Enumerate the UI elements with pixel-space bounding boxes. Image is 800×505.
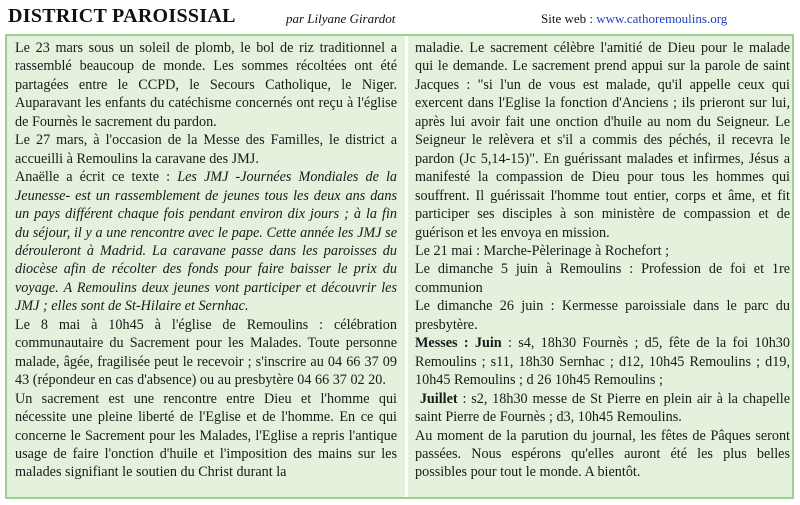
anaelle-intro: Anaëlle a écrit ce texte : bbox=[15, 169, 178, 186]
paragraph-sacrement-malades: Le 8 mai à 10h45 à l'église de Remoulins : célébration communautaire du Sacrement pour les Malades. Toute personne malade, âgée, fragilisée peut le recevoir ; s'inscrire au 04 66 37 09 43 (répondeur en cas d'absence) ou au presbytère 04 66 37 02 20. bbox=[15, 316, 397, 389]
paragraph-paques: Au moment de la parution du journal, les fêtes de Pâques seront passées. Nous espérons qu'elles auront été les plus belles possibles pour tout le monde. A bientôt. bbox=[415, 427, 790, 481]
paragraph-marche: Le 21 mai : Marche-Pèlerinage à Rochefort ; bbox=[415, 242, 670, 259]
paragraph-profession-foi: Le dimanche 5 juin à Remoulins : Profession de foi et 1re communion bbox=[415, 261, 790, 296]
website-line bbox=[541, 11, 727, 27]
anaelle-quote: Les JMJ -Journées Mondiales de la Jeunesse- est un rassemblement de jeunes tous les deux ans dans un pays différent chaque fois pendant environ dix jours ; à la fin du séjour, il y a une rencontre avec le pape. Cette année les JMJ se dérouleront à Madrid. La caravane passe dans les paroisses du diocèse afin de récolter des fonds pour faire baisser le prix du voyage. A Remoulins deux jeunes vont participer et découvrir les JMJ ; elles sont de St-Hilaire et Sernhac. bbox=[15, 169, 397, 315]
paragraph-messes-juin bbox=[415, 334, 790, 389]
juillet-text: : s2, 18h30 messe de St Pierre en plein air à la chapelle saint Pierre de Fournès ; d3, 10h45 Remoulins. bbox=[415, 390, 790, 426]
paragraph-messe-familles: Le 27 mars, à l'occasion de la Messe des Familles, le district a accueilli à Remoulins la caravane des JMJ. bbox=[15, 132, 397, 167]
paragraph-sacrement-definition: Un sacrement est une rencontre entre Dieu et l'homme qui nécessite une pleine liberté de l'Eglise et de l'homme. En ce qui concerne le Sacrement pour les Malades, l'Eglise a repris l'antique usage de faire l'onction d'huile et l'imposition des mains sur les malades signifiant le soutien du Christ durant la bbox=[15, 390, 397, 481]
paragraph-maladie: maladie. Le sacrement célèbre l'amitié de Dieu pour le malade qui le demande. Le sacrement prend appui sur la parole de saint Jacques : "si l'un de vous est malade, qu'il appelle ceux qui exercent dans l'Eglise la fonction d'Anciens ; ils prieront sur lui, après lui avoir fait une onction d'huile au nom du Seigneur. Le Seigneur le relèvera et s'il a commis des péchés, il recevra le pardon (Jc 5,14-15)". En guérissant malades et infirmes, Jésus a manifesté la compassion de Dieu pour tous les hommes qui souffrent. Il guérissait l'homme tout entier, corps et âme, et fit participer ses disciples à son ministère de compassion et de guérison et les envoya en mission. bbox=[415, 40, 790, 241]
website-link[interactable]: www.cathoremoulins.org bbox=[596, 11, 728, 26]
author-byline: par Lilyane Girardot bbox=[286, 11, 396, 26]
website-label: Site web : bbox=[541, 11, 597, 26]
header bbox=[0, 0, 800, 34]
right-column bbox=[415, 39, 790, 482]
paragraph-bol-de-riz: Le 23 mars sous un soleil de plomb, le bol de riz traditionnel a rassemblé beaucoup de monde. Les sommes récoltées ont été partagées entre le CCPD, le Secours Catholique, le Niger. Auparavant les enfants du catéchisme concernés ont reçu à l'église de Fournès le sacrement du pardon. bbox=[15, 40, 397, 130]
messes-text: : s4, 18h30 Fournès ; d5, fête de la foi 10h30 Remoulins ; s11, 18h30 Sernhac ; d12, 10h45 Remoulins ; d19, 10h45 Remoulins ; d 26 10h45 Remoulins ; bbox=[415, 335, 790, 389]
paragraph-juillet bbox=[415, 390, 790, 427]
left-column bbox=[15, 39, 397, 482]
paragraph-anaelle bbox=[15, 168, 397, 316]
paragraph-kermesse: Le dimanche 26 juin : Kermesse paroissiale dans le parc du presbytère. bbox=[415, 298, 790, 333]
messes-label: Messes : Juin bbox=[415, 335, 502, 352]
article-box bbox=[5, 34, 794, 499]
juillet-label: Juillet bbox=[419, 390, 458, 407]
page-title: DISTRICT PAROISSIAL bbox=[8, 5, 236, 27]
column-divider bbox=[405, 36, 408, 497]
